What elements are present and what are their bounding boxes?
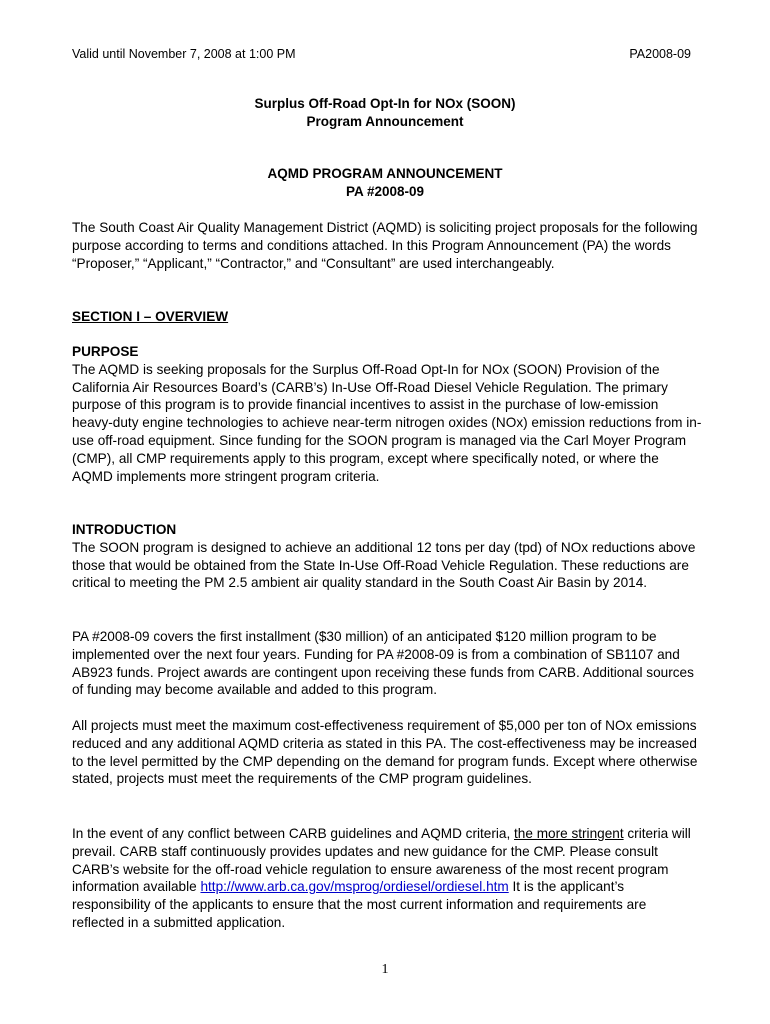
title-line-2: Program Announcement: [306, 114, 464, 129]
subtitle-line-1: AQMD PROGRAM ANNOUNCEMENT: [267, 166, 503, 181]
funding-paragraph: PA #2008-09 covers the first installment ($30 million) of an anticipated $120 million program to be implemented over the next four years. Funding for PA #2008-09 is from a combination of SB1107 and AB923 funds. Project awards are contingent upon receiving these funds from CARB. Additional sources of funding may become available and added to this program.: [72, 629, 694, 698]
conflict-text-3: It is the applicant’s responsibility of the applicants to ensure that the most current information and requirements are reflected in a submitted application.: [72, 879, 647, 930]
intro-paragraph: The South Coast Air Quality Management District (AQMD) is soliciting project proposals for the following purpose according to terms and conditions attached. In this Program Announcement (PA) the words “Proposer,” “Applicant,” “Contractor,” and “Consultant” are used interchangeably.: [72, 220, 698, 271]
purpose-text: The AQMD is seeking proposals for the Surplus Off-Road Opt-In for NOx (SOON) Provision of the California Air Resources Board’s (CARB’s) In-Use Off-Road Diesel Vehicle Regulation. The primary purpose of this program is to provide financial incentives to assist in the purchase of low-emission heavy-duty engine technologies to achieve near-term nitrogen oxides (NOx) emission reductions from in-use off-road equipment. Since funding for the SOON program is managed via the Carl Moyer Program (CMP), all CMP requirements apply to this program, except where specifically noted, or where the AQMD implements more stringent program criteria.: [72, 361, 702, 484]
introduction-section: [72, 521, 702, 592]
conflict-paragraph: [72, 825, 702, 932]
title-line-1: Surplus Off-Road Opt-In for NOx (SOON): [254, 96, 516, 111]
carb-website-link[interactable]: http://www.arb.ca.gov/msprog/ordiesel/ordiesel.htm: [200, 879, 509, 895]
page-header: [72, 46, 691, 62]
section-1-heading: [72, 308, 702, 326]
cost-effectiveness-paragraph: All projects must meet the maximum cost-effectiveness requirement of $5,000 per ton of NOx emissions reduced and any additional AQMD criteria as stated in this PA. The cost-effectiveness may be increased to the level permitted by the CMP depending on the demand for program funds. Except where otherwise stated, projects must meet the requirements of the CMP program guidelines.: [72, 718, 698, 787]
conflict-text-1: In the event of any conflict between CARB guidelines and AQMD criteria,: [72, 826, 515, 841]
conflict-text-2: criteria will prevail. CARB staff continuously provides updates and new guidance for the CMP. Please consult CARB’s website for the off-road vehicle regulation to ensure awareness of the most recent program information available: [72, 826, 691, 895]
purpose-heading: PURPOSE: [72, 344, 139, 359]
more-stringent-emphasis: the more stringent: [514, 826, 624, 841]
page-number: 1: [381, 962, 389, 977]
subtitle-line-2: PA #2008-09: [345, 184, 425, 199]
document-title: [0, 95, 770, 131]
introduction-text: The SOON program is designed to achieve an additional 12 tons per day (tpd) of NOx reductions above those that would be obtained from the State In-Use Off-Road Vehicle Regulation. These reductions are critical to meeting the PM 2.5 ambient air quality standard in the South Coast Air Basin by 2014.: [72, 539, 696, 591]
document-id: PA2008-09: [629, 47, 691, 61]
document-subtitle: [0, 165, 770, 201]
purpose-section: [72, 343, 702, 485]
section-heading-text: SECTION I – OVERVIEW: [72, 309, 229, 324]
validity-note: Valid until November 7, 2008 at 1:00 PM: [72, 47, 296, 61]
introduction-heading: INTRODUCTION: [72, 522, 177, 537]
